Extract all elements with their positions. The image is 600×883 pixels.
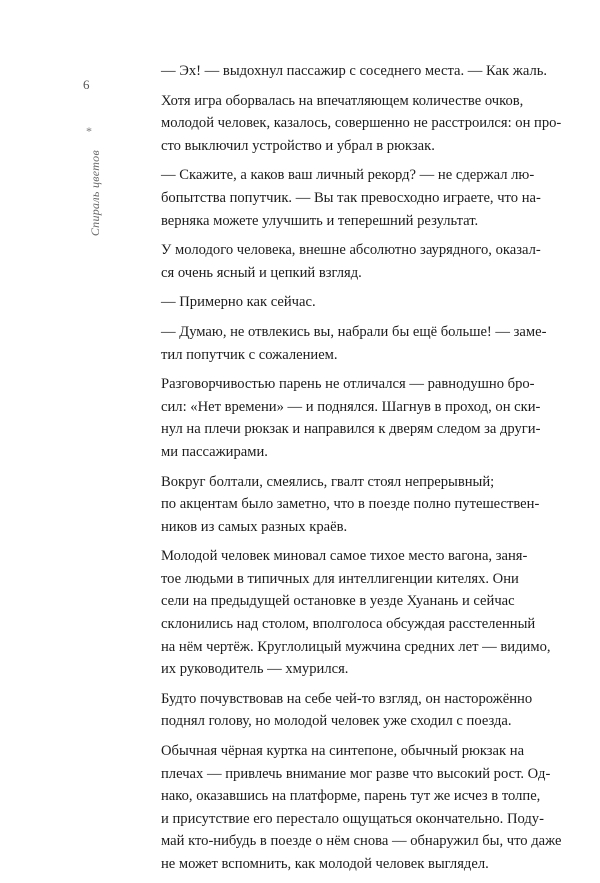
text-line: нул на плечи рюкзак и направился к дверям следом за други- — [161, 421, 541, 438]
text-line: — Скажите, а каков ваш личный рекорд? — не сдержал лю- — [161, 167, 535, 184]
text-line: ми пассажирами. — [161, 443, 268, 460]
text-line: Молодой человек миновал самое тихое место вагона, заня- — [161, 548, 528, 565]
paragraph — [143, 164, 541, 232]
text-line: сил: «Нет времени» — и поднялся. Шагнув в проход, он ски- — [161, 398, 541, 415]
text-line: тил попутчик с сожалением. — [161, 346, 338, 363]
text-line: Вокруг болтали, смеялись, гвалт стоял непрерывный; — [161, 473, 495, 490]
text-line: по акцентам было заметно, что в поезде полно путешествен- — [161, 496, 540, 513]
text-line: плечах — привлечь внимание мог разве что высокий рост. Од- — [161, 765, 551, 782]
paragraph — [143, 239, 541, 284]
paragraph — [143, 471, 540, 539]
text-line: поднял голову, но молодой человек уже сходил с поезда. — [161, 713, 512, 730]
paragraph — [143, 545, 551, 681]
text-line: Разговорчивостью парень не отличался — равнодушно бро- — [161, 376, 535, 393]
text-line: ников из самых разных краёв. — [161, 518, 348, 535]
text-line: на нём чертёж. Круглолицый мужчина средних лет — видимо, — [161, 638, 551, 655]
text-line: и присутствие его перестало ощущаться окончательно. Поду- — [161, 810, 544, 827]
paragraph — [143, 321, 547, 366]
text-line: — Примерно как сейчас. — [161, 294, 316, 311]
text-line: — Думаю, не отвлекись вы, набрали бы ещё больше! — заме- — [161, 323, 547, 340]
side-ornament: * — [86, 124, 92, 138]
text-line: Обычная чёрная куртка на синтепоне, обычный рюкзак на — [161, 743, 525, 760]
paragraph — [143, 291, 486, 314]
paragraph — [143, 740, 562, 876]
text-line: сто выключил устройство и убрал в рюкзак. — [161, 137, 435, 154]
text-line: их руководитель — хмурился. — [161, 661, 349, 678]
paragraph — [143, 60, 548, 83]
text-line: верняка можете улучшить и теперешний результат. — [161, 212, 479, 229]
paragraph — [143, 688, 533, 733]
page-number: 6 — [83, 77, 90, 92]
paragraph — [143, 90, 562, 158]
text-line: ся очень ясный и цепкий взгляд. — [161, 264, 362, 281]
text-line: Будто почувствовав на себе чей-то взгляд, он насторожённо — [161, 690, 533, 707]
text-line: сели на предыдущей остановке в уезде Хуанань и сейчас — [161, 593, 515, 610]
text-line: молодой человек, казалось, совершенно не расстроился: он про- — [161, 115, 562, 132]
text-line: бопытства попутчик. — Вы так превосходно играете, что на- — [161, 189, 541, 206]
text-line: май кто-нибудь в поезде о нём снова — обнаружил бы, что даже — [161, 833, 562, 850]
text-line: тое людьми в типичных для интеллигенции кителях. Они — [161, 570, 519, 587]
text-body — [143, 60, 562, 883]
text-line: Хотя игра оборвалась на впечатляющем количестве очков, — [161, 92, 524, 109]
text-line: нако, оказавшись на платформе, парень тут же исчез в толпе, — [161, 788, 541, 805]
text-line: не может вспомнить, как молодой человек выглядел. — [161, 856, 489, 872]
paragraph — [143, 373, 541, 463]
running-head: Спираль цветов — [88, 150, 102, 237]
text-line: склонились над столом, вполголоса обсуждая расстеленный — [161, 616, 536, 633]
text-line: — Эх! — выдохнул пассажир с соседнего места. — Как жаль. — [161, 63, 548, 79]
text-line: У молодого человека, внешне абсолютно заурядного, оказал- — [161, 242, 541, 259]
